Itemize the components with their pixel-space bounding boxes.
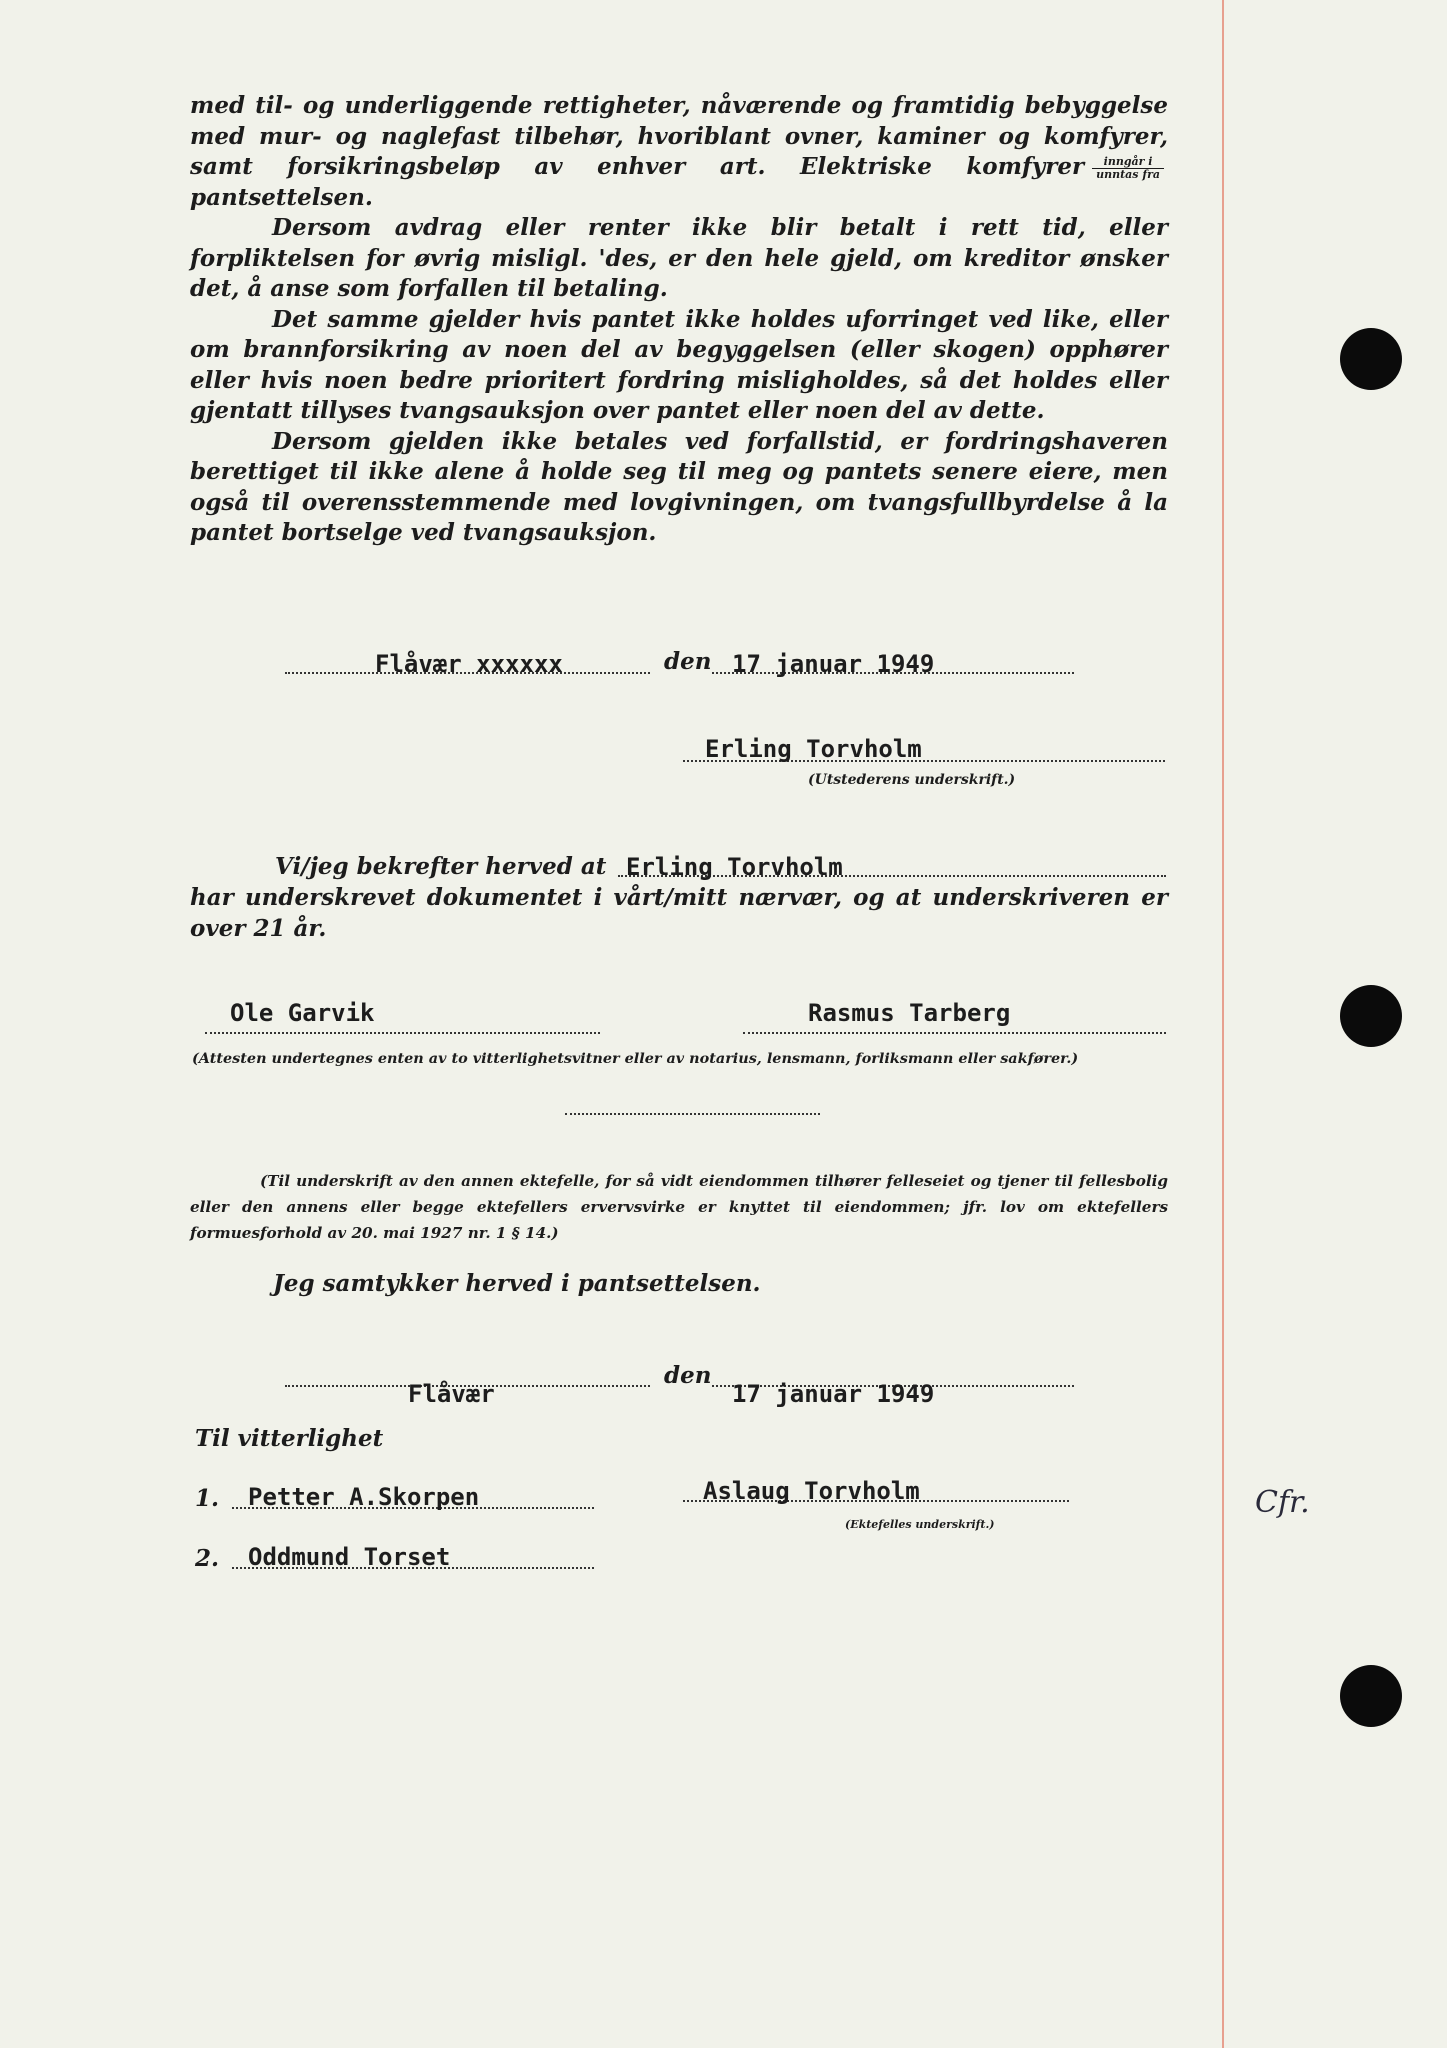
- witness-number-2: 2.: [195, 1545, 220, 1572]
- witness-number-1: 1.: [195, 1485, 220, 1512]
- witness-heading: Til vitterlighet: [195, 1425, 384, 1452]
- spouse-signature: Aslaug Torvholm: [703, 1477, 920, 1505]
- issuer-date: 17 januar 1949: [732, 650, 935, 678]
- witness-2-line: [743, 1032, 1166, 1034]
- includes-excludes-fraction: $\frac{\text{inngår i}}{\text{unntas fra}}$: [1092, 156, 1164, 181]
- witness-1-line: [205, 1032, 600, 1034]
- consent-witness-2: Oddmund Torset: [248, 1543, 451, 1571]
- consent-witness-1: Petter A.Skorpen: [248, 1483, 480, 1511]
- margin-note: Cfr.: [1255, 1485, 1310, 1520]
- issuer-signature-caption: (Utstederens underskrift.): [808, 772, 1016, 788]
- bleed-through-mark: [674, 1026, 747, 1048]
- terms-paragraph-3: Det samme gjelder hvis pantet ikke holdes uforringet ved like, eller om brannforsikring av noen del av begyggelsen (eller skogen) opphører eller hvis noen bedre prioritert fordring misligholdes, så det holdes eller gjentatt tillyses tvangsauksjon over pantet eller noen del av dette.: [190, 305, 1168, 424]
- punch-hole-bottom: [1340, 1665, 1402, 1727]
- margin-rule: [1222, 0, 1224, 2048]
- punch-hole-top: [1340, 328, 1402, 390]
- consent-date: 17 januar 1949: [732, 1380, 935, 1408]
- terms-paragraph-4: Dersom gjelden ikke betales ved forfallstid, er fordringshaveren berettiget til ikke alene å holde seg til meg og pantets senere eiere, men også til overensstemmende med lovgivningen, om tvangsfullbyrdelse å la pantet bortselge ved tvangsauksjon.: [190, 427, 1168, 546]
- confirmed-signer: Erling Torvholm: [626, 853, 843, 881]
- consent-place: Flåvær: [408, 1380, 495, 1408]
- witness-2: Rasmus Tarberg: [808, 999, 1011, 1027]
- den-label: den: [664, 648, 712, 675]
- issuer-signature: Erling Torvholm: [705, 735, 922, 763]
- consent-text: Jeg samtykker herved i pantsettelsen.: [273, 1270, 761, 1297]
- spouse-signature-caption: (Ektefelles underskrift.): [845, 1518, 995, 1531]
- spouse-note: (Til underskrift av den annen ektefelle, for så vidt eiendommen tilhører felleseiet og tjener til fellesbolig eller den annens eller begge ektefellers ervervsvirke er knyttet til eiendommen; jfr. lov om ektefellers formuesforhold av 20. mai 1927 nr. 1 § 14.): [190, 1172, 1168, 1242]
- terms-paragraph-2: Dersom avdrag eller renter ikke blir betalt i rett tid, eller forpliktelsen for øvrig misligl. 'des, er den hele gjeld, om kreditor ønsker det, å anse som forfallen til betaling.: [190, 214, 1168, 302]
- mortgage-terms: [190, 91, 1168, 549]
- witness-caption: (Attesten undertegnes enten av to vitterlighetsvitner eller av notarius, lensmann, forliksmann eller sakfører.): [192, 1050, 1079, 1067]
- short-divider: [565, 1113, 820, 1115]
- issuer-place: Flåvær xxxxxx: [375, 650, 563, 678]
- terms-paragraph-1: med til- og underliggende rettigheter, nåværende og framtidig bebyggelse med mur- og naglefast tilbehør, hvoriblant ovner, kaminer og komfyrer, samt forsikringsbeløp av enhver art. Elektriske komfyrer $\frac{\text{inngår i}}{\text{unntas fra}}$ pantsettelsen.: [190, 92, 1168, 211]
- confirmation-rest: har underskrevet dokumentet i vårt/mitt nærvær, og at underskriveren er over 21 år.: [190, 884, 1168, 942]
- punch-hole-middle: [1340, 985, 1402, 1047]
- consent-den-label: den: [664, 1362, 712, 1389]
- witness-1: Ole Garvik: [230, 999, 375, 1027]
- confirmation-prefix: Vi/jeg bekrefter herved at: [275, 853, 607, 880]
